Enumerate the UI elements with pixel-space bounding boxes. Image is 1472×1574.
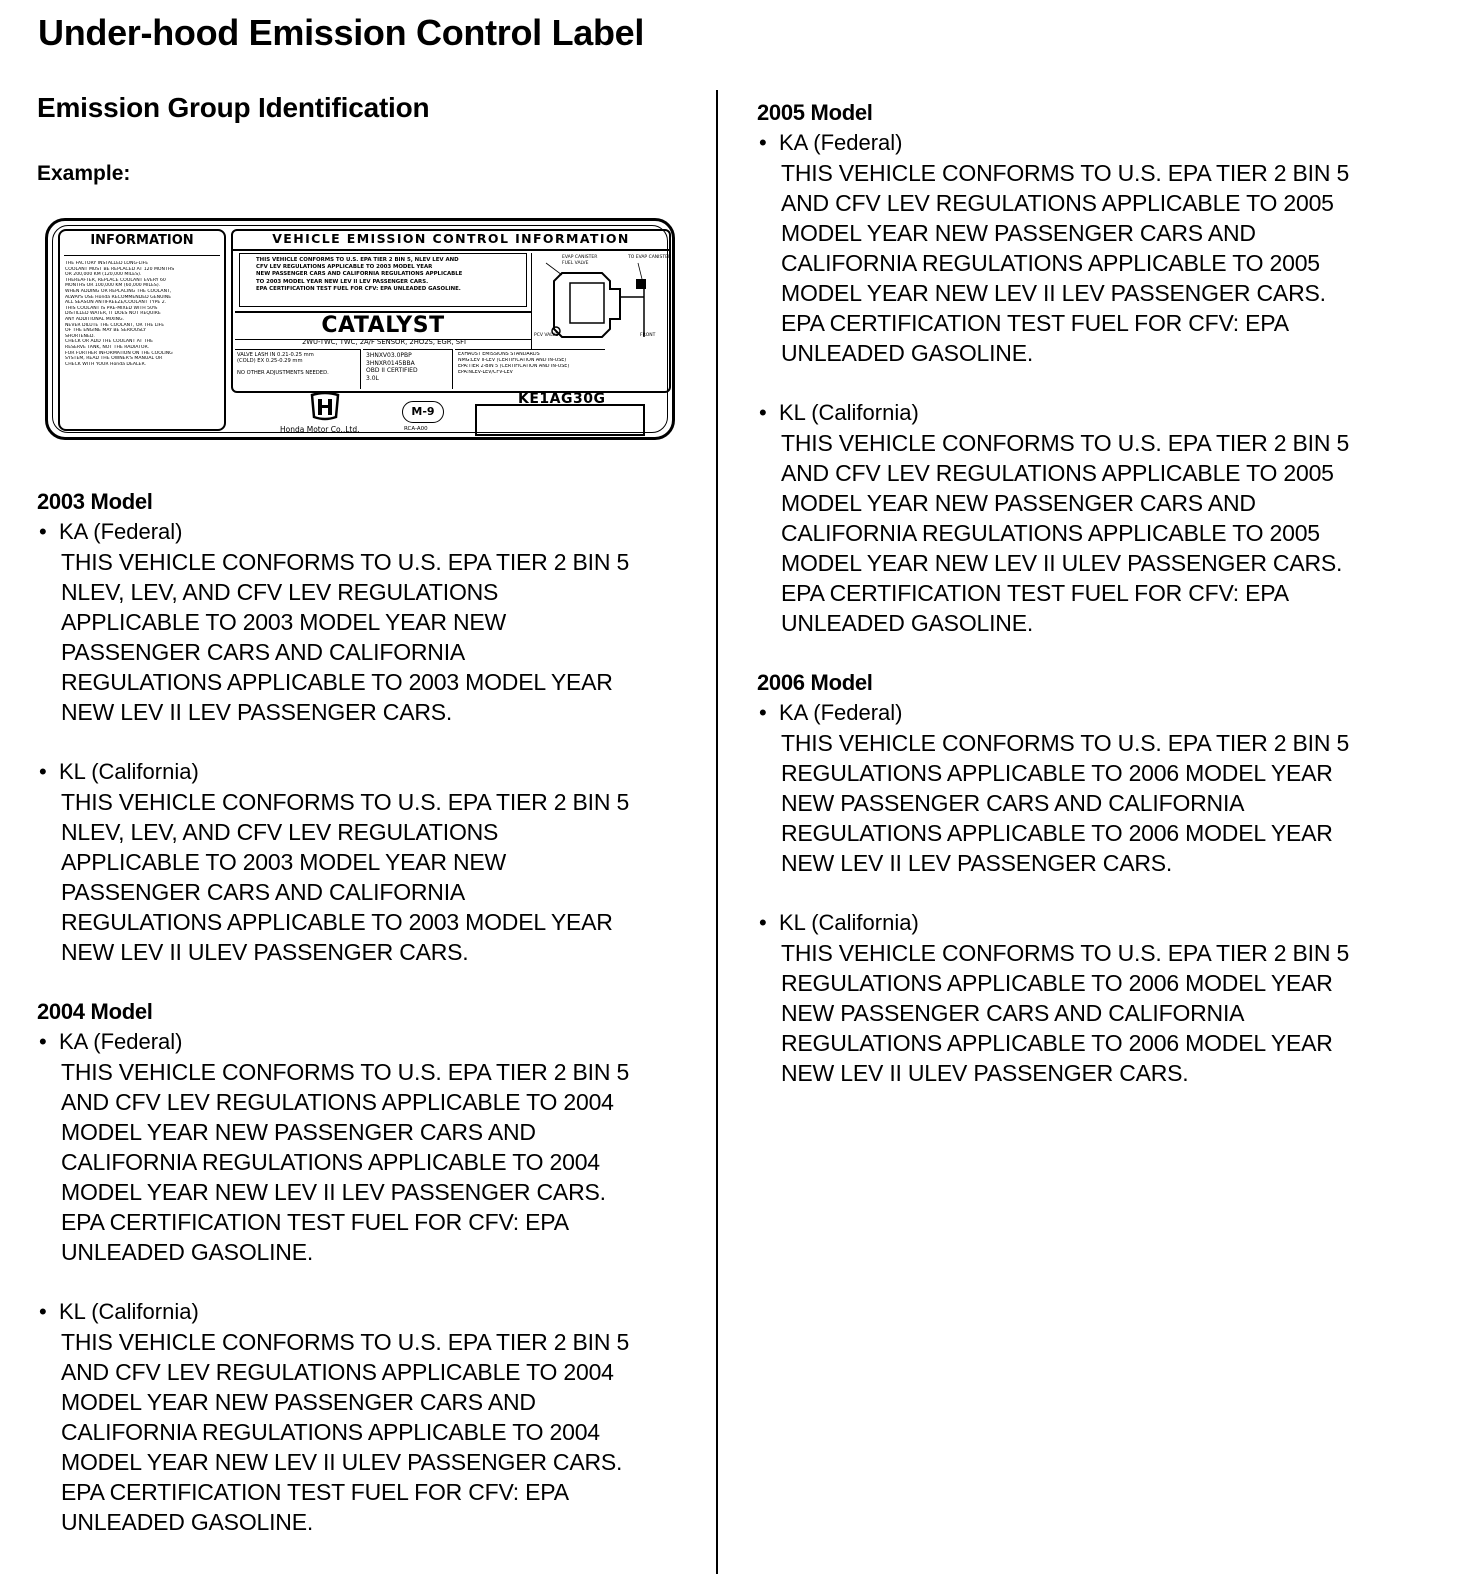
- info-title: INFORMATION: [90, 233, 194, 248]
- text-line: AND CFV LEV REGULATIONS APPLICABLE TO 2005: [781, 190, 1334, 216]
- text-line: NEW PASSENGER CARS AND CALIFORNIA: [781, 1000, 1245, 1026]
- text-line: 3.0L: [366, 374, 379, 382]
- text-line: NEW PASSENGER CARS AND CALIFORNIA: [781, 790, 1245, 816]
- text-line: CFV LEV REGULATIONS APPLICABLE TO 2003 MODEL YEAR: [256, 264, 433, 271]
- text-line: REGULATIONS APPLICABLE TO 2006 MODEL YEAR: [781, 820, 1333, 846]
- text-line: THIS COOLANT IS PRE-MIXED WITH 50%: [65, 305, 158, 311]
- model-heading: 2005 Model: [757, 100, 873, 125]
- text-line: MODEL YEAR NEW PASSENGER CARS AND: [781, 220, 1256, 246]
- text-line: OBD II CERTIFIED: [366, 367, 418, 374]
- honda-logo-icon: [308, 391, 342, 421]
- text-line: NEW LEV II LEV PASSENGER CARS.: [781, 850, 1173, 876]
- standards-box: [455, 349, 605, 389]
- text-line: EPA CERTIFICATION TEST FUEL FOR CFV: EPA: [61, 1479, 569, 1505]
- text-line: CALIFORNIA REGULATIONS APPLICABLE TO 2005: [781, 520, 1320, 546]
- text-line: NEW LEV II LEV PASSENGER CARS.: [61, 699, 453, 725]
- right-column: [757, 98, 1457, 1088]
- info-panel: [58, 229, 226, 431]
- text-line: APPLICABLE TO 2003 MODEL YEAR NEW: [61, 609, 507, 635]
- text-line: MODEL YEAR NEW PASSENGER CARS AND: [781, 490, 1256, 516]
- model-heading: 2006 Model: [757, 670, 873, 695]
- text-line: REGULATIONS APPLICABLE TO 2003 MODEL YEAR: [61, 909, 613, 935]
- region-kl: • KL (California): [39, 1299, 199, 1324]
- text-line: NMG:LEV II-LEV (CERTIFICATION AND IN-USE): [458, 358, 567, 363]
- text-line: EPA CERTIFICATION TEST FUEL FOR CFV: EPA UNLEADED GASOLINE.: [256, 285, 461, 292]
- region-ka: • KA (Federal): [759, 700, 903, 725]
- text-line: FOR FURTHER INFORMATION ON THE COOLING: [65, 350, 173, 356]
- text-line: OF THE ENGINE MAY BE SERIOUSLY: [65, 328, 146, 334]
- engine-label-pcv: PCV VALVE: [534, 333, 559, 338]
- engine-label-to-evap: TO EVAP CANISTER: [628, 255, 672, 260]
- text-line: PASSENGER CARS AND CALIFORNIA: [61, 879, 466, 905]
- maker-name: Honda Motor Co.,Ltd.: [280, 425, 360, 434]
- m9-badge: M-9: [402, 401, 444, 423]
- text-line: EPA CERTIFICATION TEST FUEL FOR CFV: EPA: [781, 310, 1289, 336]
- text-line: THIS VEHICLE CONFORMS TO U.S. EPA TIER 2 BIN 5: [781, 730, 1350, 756]
- text-line: NEW PASSENGER CARS AND CALIFORNIA REGULATIONS APPLICABLE: [256, 271, 463, 278]
- regulation-text: [781, 428, 1457, 638]
- text-line: NLEV, LEV, AND CFV LEV REGULATIONS: [61, 819, 499, 845]
- text-line: THIS VEHICLE CONFORMS TO U.S. EPA TIER 2 BIN 5: [781, 430, 1350, 456]
- text-line: SHORTENED.: [65, 333, 95, 339]
- text-line: EPA CERTIFICATION TEST FUEL FOR CFV: EPA: [61, 1209, 569, 1235]
- label-code-box: [475, 404, 645, 436]
- text-line: THE FACTORY INSTALLED LONG-LIFE: [65, 261, 149, 266]
- text-line: NO OTHER ADJUSTMENTS NEEDED.: [237, 370, 329, 376]
- page-title: Under-hood Emission Control Label: [38, 12, 645, 53]
- text-line: MODEL YEAR NEW LEV II LEV PASSENGER CARS.: [781, 280, 1326, 306]
- regulation-text: [61, 787, 697, 967]
- text-line: AND CFV LEV REGULATIONS APPLICABLE TO 2005: [781, 460, 1334, 486]
- text-line: THEREAFTER, REPLACE COOLANT EVERY 60: [65, 277, 166, 283]
- regulation-text: [781, 938, 1457, 1088]
- text-line: UNLEADED GASOLINE.: [781, 340, 1034, 366]
- text-line: CALIFORNIA REGULATIONS APPLICABLE TO 2004: [61, 1419, 600, 1445]
- column-divider: [716, 90, 718, 1574]
- engine-diagram: [531, 253, 672, 349]
- info-text: [65, 261, 220, 367]
- text-line: SYSTEM, READ THE OWNER'S MANUAL OR: [65, 356, 163, 362]
- text-line: CALIFORNIA REGULATIONS APPLICABLE TO 2004: [61, 1149, 600, 1175]
- model-2003: [37, 487, 697, 967]
- conform-text: [239, 253, 527, 307]
- region-ka: • KA (Federal): [39, 519, 183, 544]
- text-line: MODEL YEAR NEW LEV II LEV PASSENGER CARS.: [61, 1179, 606, 1205]
- text-line: NEW LEV II ULEV PASSENGER CARS.: [61, 939, 469, 965]
- region-kl: • KL (California): [759, 910, 919, 935]
- text-line: THIS VEHICLE CONFORMS TO U.S. EPA TIER 2 BIN 5: [61, 789, 630, 815]
- regulation-text: [781, 728, 1457, 878]
- text-line: EXHAUST EMISSIONS STANDARDS: [458, 352, 540, 357]
- text-line: AND CFV LEV REGULATIONS APPLICABLE TO 2004: [61, 1359, 614, 1385]
- text-line: REGULATIONS APPLICABLE TO 2003 MODEL YEAR: [61, 669, 613, 695]
- model-heading: 2003 Model: [37, 489, 153, 514]
- emission-label-figure: [45, 218, 675, 440]
- m9-code: RCA-A00: [404, 426, 428, 432]
- text-line: REGULATIONS APPLICABLE TO 2006 MODEL YEAR: [781, 760, 1333, 786]
- left-models: [37, 487, 697, 1537]
- text-line: THIS VEHICLE CONFORMS TO U.S. EPA TIER 2 BIN 5: [61, 1059, 630, 1085]
- text-line: NLEV, LEV, AND CFV LEV REGULATIONS: [61, 579, 499, 605]
- engine-label-evap: EVAP CANISTER: [562, 255, 598, 260]
- text-line: UNLEADED GASOLINE.: [781, 610, 1034, 636]
- engine-label-front: FRONT: [640, 333, 656, 338]
- text-line: MONTHS OR 100,000 KM (60,000 MILES).: [65, 283, 161, 289]
- text-line: RESERVE TANK, NOT THE RADIATOR.: [65, 344, 149, 350]
- region-kl: • KL (California): [759, 400, 919, 425]
- text-line: CHECK OR ADD THE COOLANT AT THE: [65, 339, 153, 345]
- text-line: CALIFORNIA REGULATIONS APPLICABLE TO 2005: [781, 250, 1320, 276]
- regulation-text: [61, 1327, 697, 1537]
- text-line: MODEL YEAR NEW LEV II ULEV PASSENGER CARS.: [61, 1449, 623, 1475]
- text-line: NEVER DILUTE THE COOLANT, OR THE LIFE: [65, 322, 165, 328]
- vec-title: VEHICLE EMISSION CONTROL INFORMATION: [233, 231, 669, 251]
- text-line: OR 200,000 KM (120,000 MILES).: [65, 272, 142, 278]
- text-line: 3HNXR0145BBA: [366, 359, 415, 367]
- text-line: THIS VEHICLE CONFORMS TO U.S. EPA TIER 2 BIN 5, NLEV LEV AND: [256, 257, 459, 263]
- text-line: THIS VEHICLE CONFORMS TO U.S. EPA TIER 2 BIN 5: [61, 1329, 630, 1355]
- model-heading: 2004 Model: [37, 999, 153, 1024]
- text-line: WHEN ADDING OR REPLACING THE COOLANT,: [65, 288, 172, 294]
- text-line: UNLEADED GASOLINE.: [61, 1239, 314, 1265]
- text-line: 3HNXV03.0PBP: [366, 352, 412, 359]
- regulation-text: [61, 547, 697, 727]
- region-kl: • KL (California): [39, 759, 199, 784]
- example-label: Example:: [37, 162, 131, 185]
- text-line: ANY ADDITIONAL MIXING.: [65, 316, 125, 322]
- text-line: COOLANT MUST BE REPLACED AT 120 MONTHS: [65, 266, 175, 272]
- text-line: THIS VEHICLE CONFORMS TO U.S. EPA TIER 2 BIN 5: [781, 160, 1350, 186]
- text-line: AND CFV LEV REGULATIONS APPLICABLE TO 2004: [61, 1089, 614, 1115]
- model-2006: [757, 668, 1457, 1088]
- text-line: EPA:NLEV-LEV/CFV-LEV: [458, 370, 513, 375]
- text-line: MODEL YEAR NEW PASSENGER CARS AND: [61, 1389, 536, 1415]
- text-line: THIS VEHICLE CONFORMS TO U.S. EPA TIER 2 BIN 5: [61, 549, 630, 575]
- text-line: MODEL YEAR NEW LEV II ULEV PASSENGER CARS.: [781, 550, 1343, 576]
- model-2004: [37, 997, 697, 1537]
- text-line: TO 2003 MODEL YEAR NEW LEV II LEV PASSENGER CARS.: [256, 278, 429, 285]
- model-2005: [757, 98, 1457, 638]
- label-code: KE1AG30G: [518, 391, 606, 407]
- engine-family-box: [363, 349, 453, 389]
- text-line: REGULATIONS APPLICABLE TO 2006 MODEL YEAR: [781, 1030, 1333, 1056]
- text-line: UNLEADED GASOLINE.: [61, 1509, 314, 1535]
- section-title: Emission Group Identification: [37, 92, 430, 123]
- text-line: ALL SEASON ANTIFREEZE/COOLANT TYPE 2.: [65, 300, 167, 306]
- text-line: VALVE LASH IN 0.21-0.25 mm: [237, 352, 314, 358]
- text-line: EPA CERTIFICATION TEST FUEL FOR CFV: EPA: [781, 580, 1289, 606]
- text-line: (COLD) EX 0.25-0.29 mm: [237, 358, 303, 364]
- text-line: PASSENGER CARS AND CALIFORNIA: [61, 639, 466, 665]
- text-line: MODEL YEAR NEW PASSENGER CARS AND: [61, 1119, 536, 1145]
- region-ka: • KA (Federal): [39, 1029, 183, 1054]
- catalyst-text: CATALYST: [235, 311, 531, 340]
- regulation-text: [61, 1057, 697, 1267]
- text-line: EPA:TIER 2-BIN 5 (CERTIFICATION AND IN-USE): [458, 364, 570, 369]
- vec-panel: [231, 229, 671, 393]
- text-line: ALWAYS USE Honda RECOMMENDED GENUINE: [65, 294, 172, 300]
- text-line: APPLICABLE TO 2003 MODEL YEAR NEW: [61, 849, 507, 875]
- engine-label-fuel: FUEL VALVE: [562, 261, 589, 266]
- spec-line: 2WU-TWC, TWC, 2A/F SENSOR, 2HO2S, EGR, SFI: [301, 338, 467, 346]
- text-line: NEW LEV II ULEV PASSENGER CARS.: [781, 1060, 1189, 1086]
- text-line: CHECK WITH YOUR Honda DEALER.: [65, 361, 146, 367]
- region-ka: • KA (Federal): [759, 130, 903, 155]
- text-line: DISTILLED WATER, IT DOES NOT REQUIRE: [65, 311, 161, 317]
- text-line: REGULATIONS APPLICABLE TO 2006 MODEL YEAR: [781, 970, 1333, 996]
- left-column: [37, 92, 687, 186]
- valve-lash-box: [235, 349, 361, 389]
- regulation-text: [781, 158, 1457, 368]
- text-line: THIS VEHICLE CONFORMS TO U.S. EPA TIER 2 BIN 5: [781, 940, 1350, 966]
